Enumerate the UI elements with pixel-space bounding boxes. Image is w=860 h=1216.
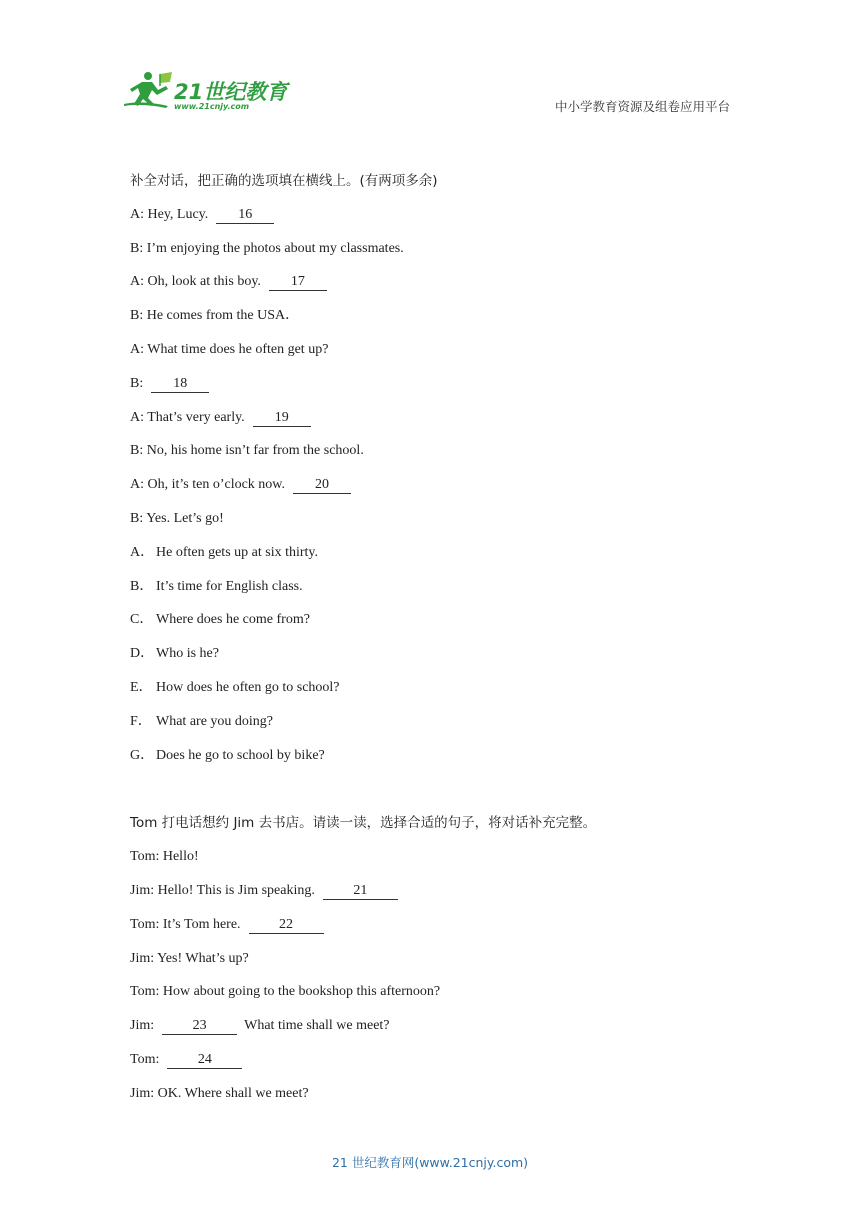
answer-blank[interactable]: 19: [253, 410, 311, 427]
option-letter: E．: [130, 679, 153, 695]
dialogue-line: B: No, his home isn’t far from the school.: [130, 443, 364, 459]
header-platform-text: 中小学教育资源及组卷应用平台: [554, 99, 730, 114]
option-item: [130, 576, 750, 610]
runner-logo-icon: [122, 70, 176, 114]
dialogue-line: Jim: Hello! This is Jim speaking. 21: [130, 880, 750, 914]
option-letter: B．: [130, 578, 154, 594]
dialogue-line: B: I’m enjoying the photos about my classmates.: [130, 240, 404, 256]
logo-url-text: www.21cnjy.com: [174, 102, 250, 111]
dialogue-line: Tom: How about going to the bookshop this afternoon?: [130, 984, 441, 1000]
option-letter: F．: [130, 713, 152, 729]
dialogue-line: Tom: It’s Tom here. 22: [130, 914, 750, 948]
section2-instruction: Tom 打电话想约 Jim 去书店。请读一读，选择合适的句子，将对话补充完整。: [130, 815, 597, 832]
option-text: How does he often go to school?: [156, 679, 340, 695]
answer-blank[interactable]: 17: [269, 274, 327, 291]
document-body: [130, 170, 750, 1117]
dialogue-line: B: 18: [130, 373, 750, 407]
dialogue-line: A: Oh, look at this boy. 17: [130, 271, 750, 305]
page-header: [0, 0, 860, 130]
answer-blank[interactable]: 24: [167, 1052, 242, 1069]
option-letter: D．: [130, 646, 155, 662]
option-item: [130, 643, 750, 677]
dialogue-line: Jim: Yes! What’s up?: [130, 950, 249, 966]
dialogue-line: A: That’s very early. 19: [130, 407, 750, 441]
option-text: What are you doing?: [156, 713, 274, 729]
dialogue-line: Jim: 23 What time shall we meet?: [130, 1018, 390, 1034]
dialogue-line: A: Hey, Lucy. 16: [130, 204, 750, 238]
dialogue-line: B: He comes from the USA．: [130, 308, 300, 324]
option-text: Where does he come from?: [156, 612, 310, 628]
logo-main-text: 21世纪教育: [174, 80, 288, 104]
answer-blank[interactable]: 23: [162, 1018, 237, 1035]
option-text: He often gets up at six thirty.: [156, 544, 319, 560]
answer-blank[interactable]: 16: [216, 207, 274, 224]
section-spacer: [130, 778, 750, 812]
page-footer: [0, 1153, 860, 1171]
site-logo[interactable]: [122, 70, 292, 118]
option-item: [130, 609, 750, 643]
answer-blank[interactable]: 18: [151, 376, 209, 393]
option-item: [130, 745, 750, 779]
footer-link[interactable]: 21 世纪教育网(www.21cnjy.com): [331, 1155, 529, 1170]
answer-blank[interactable]: 20: [293, 477, 351, 494]
option-text: Does he go to school by bike?: [156, 747, 325, 763]
option-letter: C．: [130, 612, 154, 628]
dialogue-line: A: What time does he often get up?: [130, 341, 329, 357]
dialogue-line: A: Oh, it’s ten o’clock now. 20: [130, 474, 750, 508]
option-text: Who is he?: [156, 646, 219, 662]
option-letter: G．: [130, 747, 155, 763]
dialogue-line: B: Yes. Let’s go!: [130, 510, 224, 526]
option-item: [130, 711, 750, 745]
dialogue-line: Jim: OK. Where shall we meet?: [130, 1085, 309, 1101]
dialogue-line: Tom: 24: [130, 1049, 750, 1083]
answer-blank[interactable]: 22: [249, 917, 324, 934]
section1-instruction: 补全对话，把正确的选项填在横线上。(有两项多余): [130, 173, 438, 189]
option-item: [130, 677, 750, 711]
option-letter: A．: [130, 544, 155, 560]
answer-blank[interactable]: 21: [323, 883, 398, 900]
option-item: [130, 542, 750, 576]
option-text: It’s time for English class.: [156, 578, 303, 594]
dialogue-line: Tom: Hello!: [130, 849, 199, 865]
